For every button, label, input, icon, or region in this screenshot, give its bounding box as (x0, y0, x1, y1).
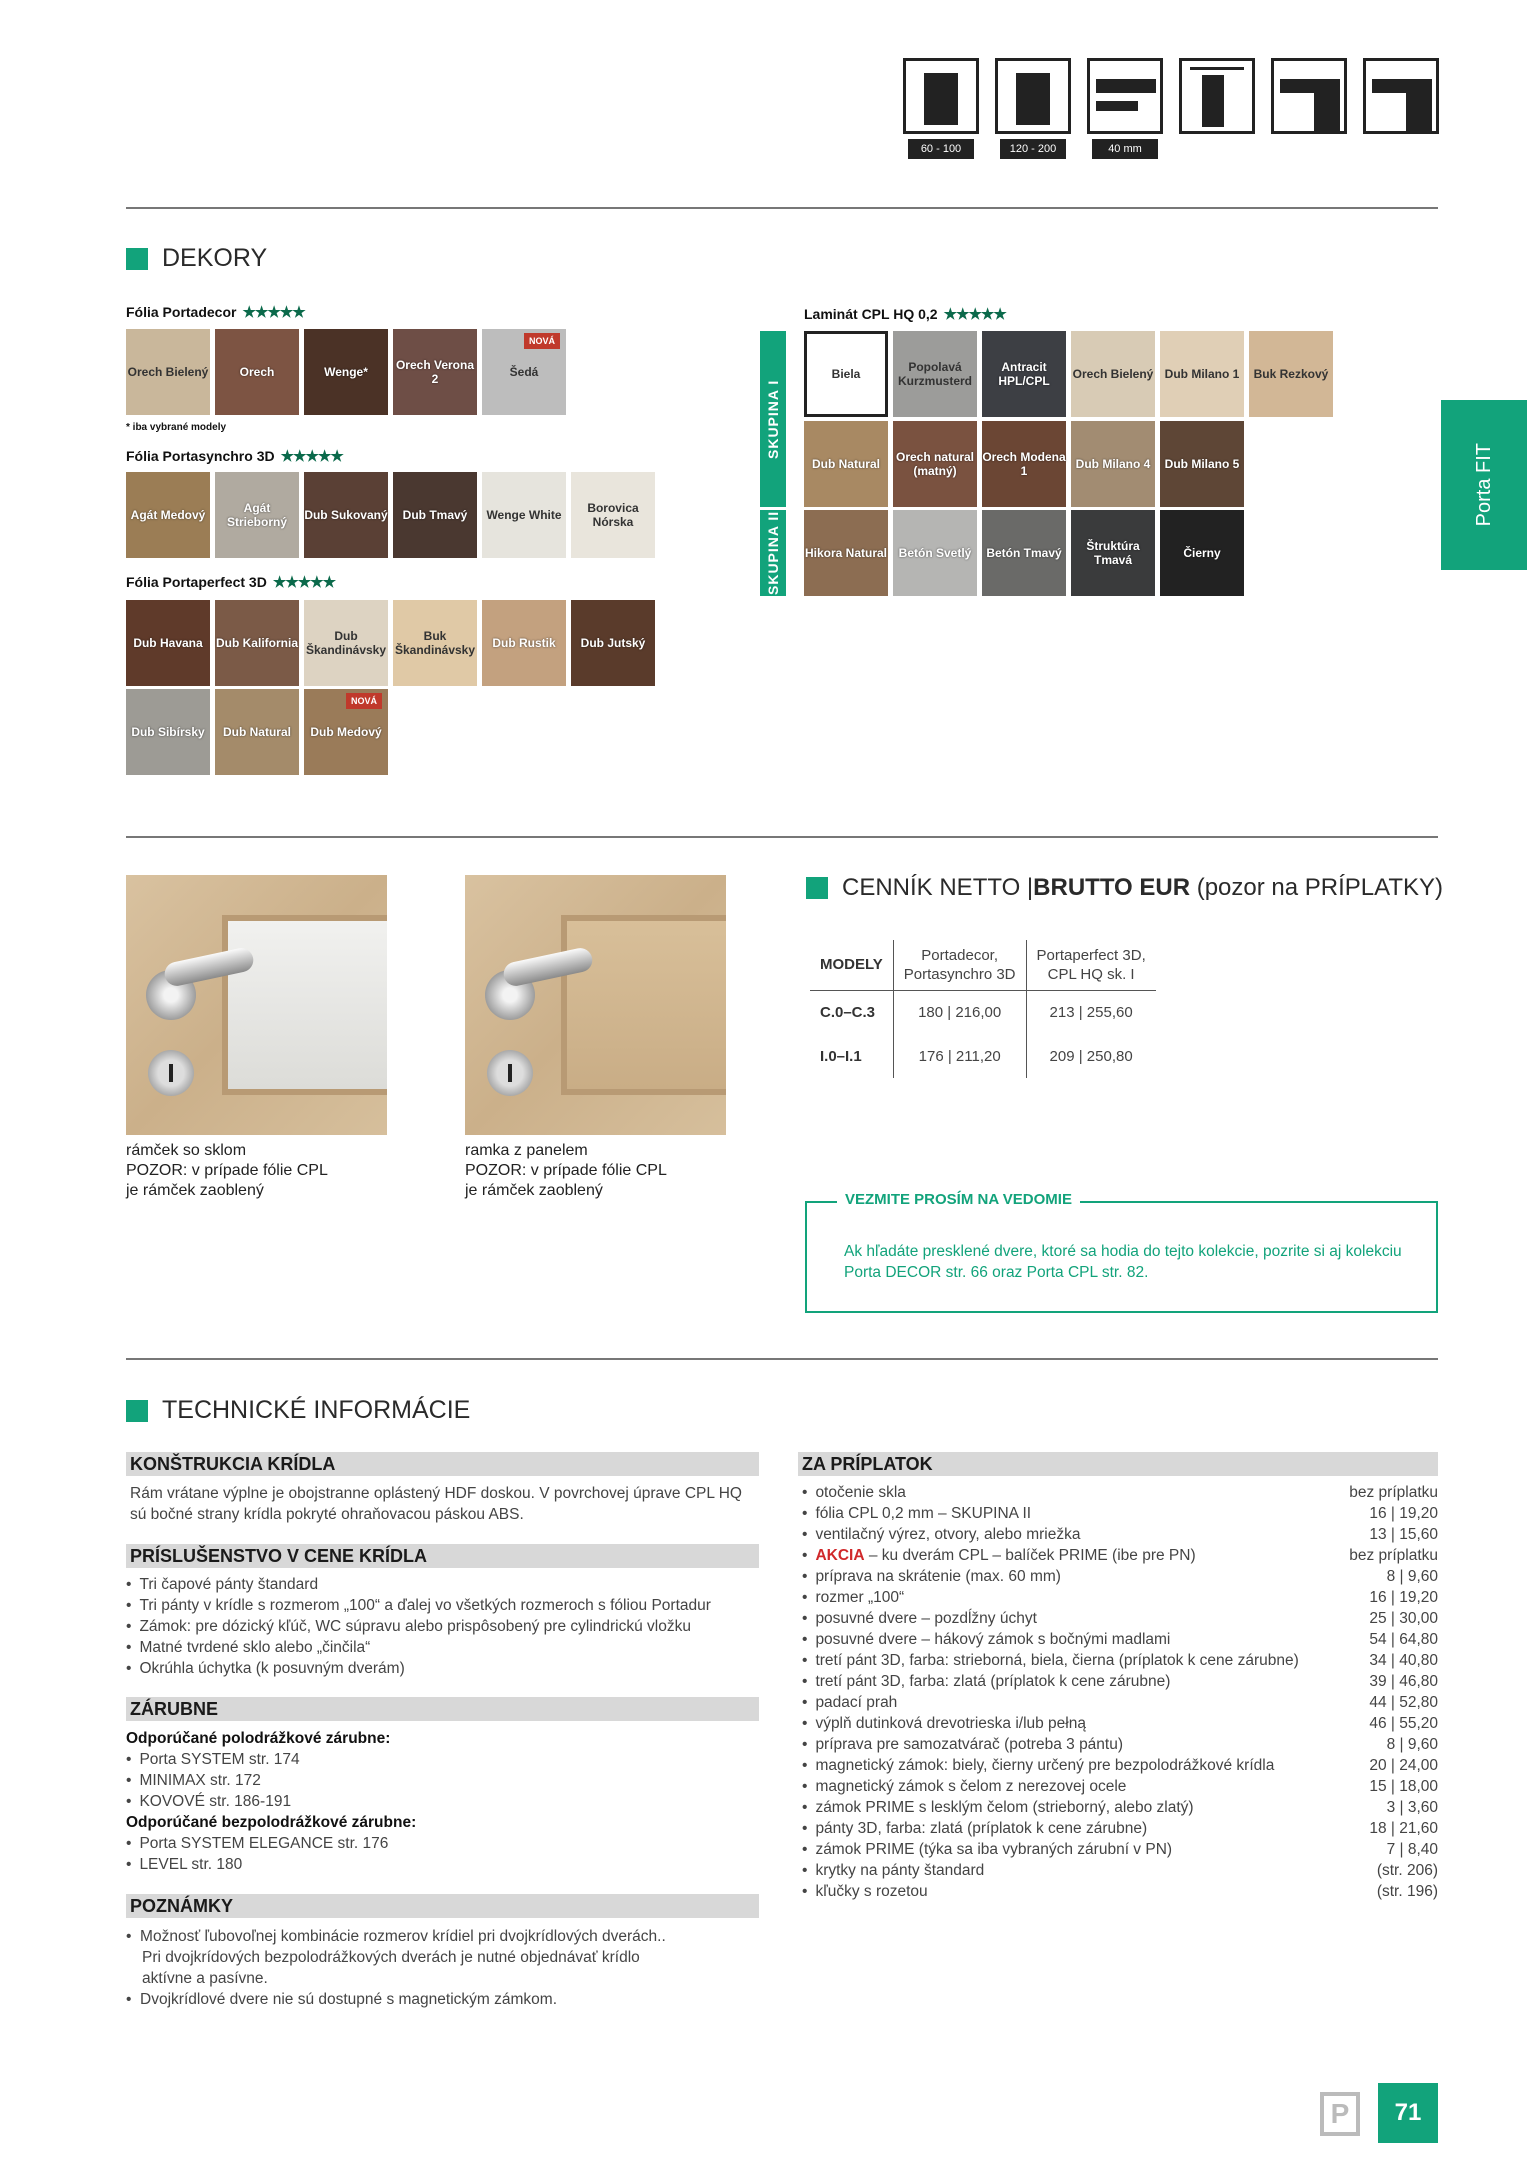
surcharge-row (802, 1881, 1438, 1902)
icon-label: 120 - 200 (1000, 139, 1066, 159)
decor-swatch: Buk Rezkový (1249, 331, 1333, 417)
surcharge-label: • tretí pánt 3D, farba: strieborná, biela, čierna (príplatok k cene zárubne) (802, 1650, 1299, 1671)
surcharge-label: • posuvné dvere – pozdĺžny úchyt (802, 1608, 1037, 1629)
list-item: • LEVEL str. 180 (126, 1854, 759, 1875)
decor-swatch: Dub Milano 5 (1160, 421, 1244, 507)
surcharge-price: 44 | 52,80 (1369, 1694, 1438, 1711)
surcharge-price: 16 | 19,20 (1369, 1589, 1438, 1606)
decor-swatch: Dub Tmavý (393, 472, 477, 558)
surcharge-row (802, 1545, 1438, 1566)
divider (126, 207, 1438, 209)
surcharge-label: • tretí pánt 3D, farba: zlatá (príplatok k cene zárubne) (802, 1671, 1170, 1692)
icon-graphic (1087, 58, 1163, 134)
surcharge-row (802, 1776, 1438, 1797)
decor-swatch: Dub Natural (215, 689, 299, 775)
list-item: • Porta SYSTEM str. 174 (126, 1749, 759, 1770)
photo-caption-left (126, 1141, 328, 1201)
section-square-icon (126, 248, 148, 270)
door-120-200-icon (995, 58, 1071, 159)
surcharge-row (802, 1692, 1438, 1713)
icon-label: 40 mm (1092, 139, 1158, 159)
decor-swatch: Orech (215, 329, 299, 415)
decor-swatch: Orech Modena 1 (982, 421, 1066, 507)
col1-header: Portadecor, Portasynchro 3D (893, 940, 1026, 990)
tech-title: TECHNICKÉ INFORMÁCIE (162, 1396, 471, 1424)
surcharge-row (802, 1671, 1438, 1692)
price-table (810, 940, 1156, 1078)
decor-swatch: Šedá NOVÁ (482, 329, 566, 415)
prislusenstvo-title: PRÍSLUŠENSTVO V CENE KRÍDLA (126, 1544, 759, 1568)
section-square-icon (806, 877, 828, 899)
wood-panel (561, 915, 726, 1095)
decor-swatch: Betón Tmavý (982, 510, 1066, 596)
akcia-label: AKCIA (815, 1547, 865, 1564)
konstrukcia-title: KONŠTRUKCIA KRÍDLA (126, 1452, 759, 1476)
icon-graphic (1363, 58, 1439, 134)
table-row (810, 990, 1156, 1034)
decor-swatch: Orech Bielený (1071, 331, 1155, 417)
list-item: • Okrúhla úchytka (k posuvným dverám) (126, 1658, 766, 1679)
surcharge-label: • výplň dutinková drevotrieska i/lub pełną (802, 1713, 1086, 1734)
page-number: 71 (1378, 2083, 1438, 2143)
new-badge: NOVÁ (524, 333, 560, 349)
photo-frame-glass (126, 875, 387, 1135)
decor-group-label: Fólia Portaperfect 3D ★★★★★ (126, 574, 336, 591)
surcharge-price: 8 | 9,60 (1386, 1736, 1438, 1753)
zarubne-sub2: Odporúčané bezpolodrážkové zárubne: (126, 1814, 417, 1831)
pricing-title-suffix: (pozor na PRÍPLATKY) (1190, 874, 1444, 901)
caption-line: je rámček zaoblený (465, 1182, 603, 1199)
decor-swatch: Dub Havana (126, 600, 210, 686)
icon-graphic (1179, 58, 1255, 134)
decor-swatch: Buk Škandinávsky (393, 600, 477, 686)
priplatok-title: ZA PRÍPLATOK (798, 1452, 1438, 1476)
surcharge-row (802, 1713, 1438, 1734)
surcharge-row (802, 1797, 1438, 1818)
surcharge-row (802, 1608, 1438, 1629)
surcharge-row (802, 1860, 1438, 1881)
poznamky-item: • Možnosť ľubovoľnej kombinácie rozmerov krídiel pri dvojkrídlových dverách.. (126, 1928, 666, 1945)
surcharge-price: 54 | 64,80 (1369, 1631, 1438, 1648)
surcharge-row (802, 1587, 1438, 1608)
poznamky-item-cont: aktívne a pasívne. (142, 1970, 268, 1987)
surcharge-price: bez príplatku (1349, 1484, 1438, 1501)
decor-swatch: Agát Strieborný (215, 472, 299, 558)
decor-swatch: Dub Milano 1 (1160, 331, 1244, 417)
photo-frame-panel (465, 875, 726, 1135)
icon-graphic (995, 58, 1071, 134)
feature-icons (903, 58, 1439, 159)
icon-graphic (903, 58, 979, 134)
icon-label: 60 - 100 (908, 139, 974, 159)
decor-swatch: Čierny (1160, 510, 1244, 596)
door-60-100-icon (903, 58, 979, 159)
surcharge-price: 16 | 19,20 (1369, 1505, 1438, 1522)
notice-text: Ak hľadáte presklené dvere, ktoré sa hodia do tejto kolekcie, pozrite si aj kolekciu Porta DECOR str. 66 oraz Porta CPL str. 82. (844, 1243, 1402, 1281)
model-cell: C.0–C.3 (820, 1003, 876, 1021)
divider (126, 836, 1438, 838)
decor-group-label: Laminát CPL HQ 0,2 ★★★★★ (804, 306, 1006, 323)
zarubne-list1 (126, 1749, 759, 1812)
surcharge-price: 8 | 9,60 (1386, 1568, 1438, 1585)
rating-stars-icon: ★★★★★ (272, 574, 336, 591)
model-cell: I.0–I.1 (820, 1047, 862, 1065)
surcharge-label: • rozmer „100“ (802, 1587, 904, 1608)
price-cell: 213 | 255,60 (1026, 990, 1156, 1034)
surcharge-label: • otočenie skla (802, 1482, 906, 1503)
zarubne-list2 (126, 1833, 759, 1875)
caption-line: POZOR: v prípade fólie CPL (465, 1162, 667, 1179)
surcharge-price: 3 | 3,60 (1386, 1799, 1438, 1816)
surcharge-price: 7 | 8,40 (1386, 1841, 1438, 1858)
rating-stars-icon: ★★★★★ (280, 448, 343, 465)
decor-swatch: Dub Medový NOVÁ (304, 689, 388, 775)
list-item: • Tri pánty v krídle s rozmerom „100“ a ďalej vo všetkých rozmeroch s fóliou Portadur (126, 1595, 766, 1616)
price-cell: 180 | 216,00 (893, 990, 1026, 1034)
door-edge-round-icon (1363, 58, 1439, 159)
surcharge-row (802, 1734, 1438, 1755)
surcharge-price: 39 | 46,80 (1369, 1673, 1438, 1690)
decor-swatch: Biela (804, 331, 888, 417)
zarubne-title: ZÁRUBNE (126, 1697, 759, 1721)
price-cell: 176 | 211,20 (893, 1034, 1026, 1078)
surcharge-price: 46 | 55,20 (1369, 1715, 1438, 1732)
rating-stars-icon: ★★★★★ (242, 304, 305, 321)
list-item: • Zámok: pre dózický kľúč, WC súpravu alebo prispôsobený pre cylindrickú vložku (126, 1616, 766, 1637)
surcharge-row (802, 1482, 1438, 1503)
surcharge-label: • zámok PRIME (týka sa iba vybraných zárubní v PN) (802, 1839, 1172, 1860)
surcharge-price: (str. 206) (1376, 1862, 1438, 1879)
decor-swatch: Wenge White (482, 472, 566, 558)
door-rebate-icon (1179, 58, 1255, 159)
zarubne-block (126, 1728, 759, 1875)
surcharge-row (802, 1755, 1438, 1776)
tech-heading (126, 1396, 470, 1425)
keyhole (487, 1050, 533, 1096)
decor-swatch: Wenge* (304, 329, 388, 415)
surcharge-row (802, 1650, 1438, 1671)
pricing-title-bold: BRUTTO EUR (1033, 874, 1191, 901)
decor-swatch: Dub Škandinávsky (304, 600, 388, 686)
surcharge-row (802, 1629, 1438, 1650)
surcharge-label: • AKCIA – ku dverám CPL – balíček PRIME (ibe pre PN) (802, 1545, 1196, 1566)
list-item: • MINIMAX str. 172 (126, 1770, 759, 1791)
surcharge-label: • ventilačný výrez, otvory, alebo mriežka (802, 1524, 1080, 1545)
dekory-title: DEKORY (162, 244, 268, 272)
door-edge-icon (1271, 58, 1347, 159)
surcharge-label: • krytky na pánty štandard (802, 1860, 984, 1881)
decor-swatch: Orech Verona 2 (393, 329, 477, 415)
skupina-1-label: SKUPINA I (760, 331, 786, 507)
rating-stars-icon: ★★★★★ (943, 306, 1006, 323)
surcharge-label: • magnetický zámok s čelom z nerezovej ocele (802, 1776, 1126, 1797)
zarubne-sub1: Odporúčané polodrážkové zárubne: (126, 1730, 391, 1747)
poznamky-block (126, 1926, 766, 2010)
col2-header: Portaperfect 3D, CPL HQ sk. I (1026, 940, 1156, 990)
decor-swatch: Orech Bielený (126, 329, 210, 415)
new-badge: NOVÁ (346, 693, 382, 709)
side-tab (1441, 400, 1527, 570)
notice-box (805, 1191, 1438, 1313)
surcharge-price: (str. 196) (1376, 1883, 1438, 1900)
skupina-2-label: SKUPINA II (760, 510, 786, 596)
decor-swatch: Dub Natural (804, 421, 888, 507)
surcharge-row (802, 1818, 1438, 1839)
decor-swatch: Antracit HPL/CPL (982, 331, 1066, 417)
surcharge-price: bez príplatku (1349, 1547, 1438, 1564)
priplatok-list (802, 1482, 1438, 1902)
decor-swatch: Dub Jutský (571, 600, 655, 686)
decor-swatch: Orech natural (matný) (893, 421, 977, 507)
section-square-icon (126, 1400, 148, 1422)
surcharge-price: 15 | 18,00 (1369, 1778, 1438, 1795)
notice-title: VEZMITE PROSÍM NA VEDOMIE (837, 1191, 1080, 1208)
price-cell: 209 | 250,80 (1026, 1034, 1156, 1078)
thickness-40mm-icon (1087, 58, 1163, 159)
icon-graphic (1271, 58, 1347, 134)
surcharge-price: 18 | 21,60 (1369, 1820, 1438, 1837)
surcharge-row (802, 1503, 1438, 1524)
konstrukcia-text: Rám vrátane výplne je obojstranne oplástený HDF doskou. V povrchovej úprave CPL HQ sú bočné strany krídla pokryté ohraňovacou páskou ABS. (130, 1485, 742, 1523)
surcharge-price: 20 | 24,00 (1369, 1757, 1438, 1774)
porta-logo: P (1320, 2092, 1360, 2136)
surcharge-row (802, 1839, 1438, 1860)
list-item: • Matné tvrdené sklo alebo „činčila“ (126, 1637, 766, 1658)
pricing-title-prefix: CENNÍK NETTO | (842, 874, 1034, 901)
decor-swatch: Borovica Nórska (571, 472, 655, 558)
surcharge-label: • príprava pre samozatvárač (potreba 3 pántu) (802, 1734, 1123, 1755)
table-row (810, 1034, 1156, 1078)
models-header: MODELY (810, 940, 893, 990)
divider (126, 1358, 1438, 1360)
surcharge-price: 34 | 40,80 (1369, 1652, 1438, 1669)
poznamky-item: • Dvojkrídlové dvere nie sú dostupné s magnetickým zámkom. (126, 1991, 558, 2008)
decor-swatch: Dub Rustik (482, 600, 566, 686)
decor-swatch: Dub Milano 4 (1071, 421, 1155, 507)
side-tab-label: Porta FIT (1472, 443, 1495, 527)
surcharge-label: • magnetický zámok: biely, čierny určený pre bezpolodrážkové krídla (802, 1755, 1274, 1776)
decor-swatch: Agát Medový (126, 472, 210, 558)
surcharge-price: 25 | 30,00 (1369, 1610, 1438, 1627)
decor-swatch: Dub Sibírsky (126, 689, 210, 775)
surcharge-label: • fólia CPL 0,2 mm – SKUPINA II (802, 1503, 1031, 1524)
pricing-heading (806, 874, 1443, 902)
decor-swatch: Popolavá Kurzmusterd (893, 331, 977, 417)
decor-swatch: Štruktúra Tmavá (1071, 510, 1155, 596)
prislusenstvo-list (126, 1574, 766, 1679)
list-item: • KOVOVÉ str. 186-191 (126, 1791, 759, 1812)
surcharge-label: • kľučky s rozetou (802, 1881, 928, 1902)
list-item: • Tri čapové pánty štandard (126, 1574, 766, 1595)
caption-line: ramka z panelem (465, 1142, 588, 1159)
caption-line: je rámček zaoblený (126, 1182, 264, 1199)
surcharge-label: • posuvné dvere – hákový zámok s bočnými madlami (802, 1629, 1170, 1650)
caption-line: POZOR: v prípade fólie CPL (126, 1162, 328, 1179)
photo-caption-right (465, 1141, 667, 1201)
dekory-heading (126, 244, 267, 273)
surcharge-price: 13 | 15,60 (1369, 1526, 1438, 1543)
poznamky-item-cont: Pri dvojkrídových bezpolodrážkových dverách je nutné objednávať krídlo (142, 1949, 640, 1966)
decor-swatch: Hikora Natural (804, 510, 888, 596)
decor-group-label: Fólia Portasynchro 3D ★★★★★ (126, 448, 343, 465)
list-item: • Porta SYSTEM ELEGANCE str. 176 (126, 1833, 759, 1854)
keyhole (148, 1050, 194, 1096)
decor-swatch: Betón Svetlý (893, 510, 977, 596)
glass-pane (222, 915, 387, 1095)
decor-group-label: Fólia Portadecor ★★★★★ (126, 304, 305, 321)
poznamky-title: POZNÁMKY (126, 1894, 759, 1918)
decor-swatch: Dub Sukovaný (304, 472, 388, 558)
decor-note: * iba vybrané modely (126, 422, 227, 433)
decor-swatch: Dub Kalifornia (215, 600, 299, 686)
surcharge-label: • pánty 3D, farba: zlatá (príplatok k cene zárubne) (802, 1818, 1147, 1839)
surcharge-row (802, 1524, 1438, 1545)
surcharge-row (802, 1566, 1438, 1587)
surcharge-label: • padací prah (802, 1692, 897, 1713)
surcharge-label: • príprava na skrátenie (max. 60 mm) (802, 1566, 1061, 1587)
surcharge-label: • zámok PRIME s lesklým čelom (strieborný, alebo zlatý) (802, 1797, 1194, 1818)
caption-line: rámček so sklom (126, 1142, 247, 1159)
